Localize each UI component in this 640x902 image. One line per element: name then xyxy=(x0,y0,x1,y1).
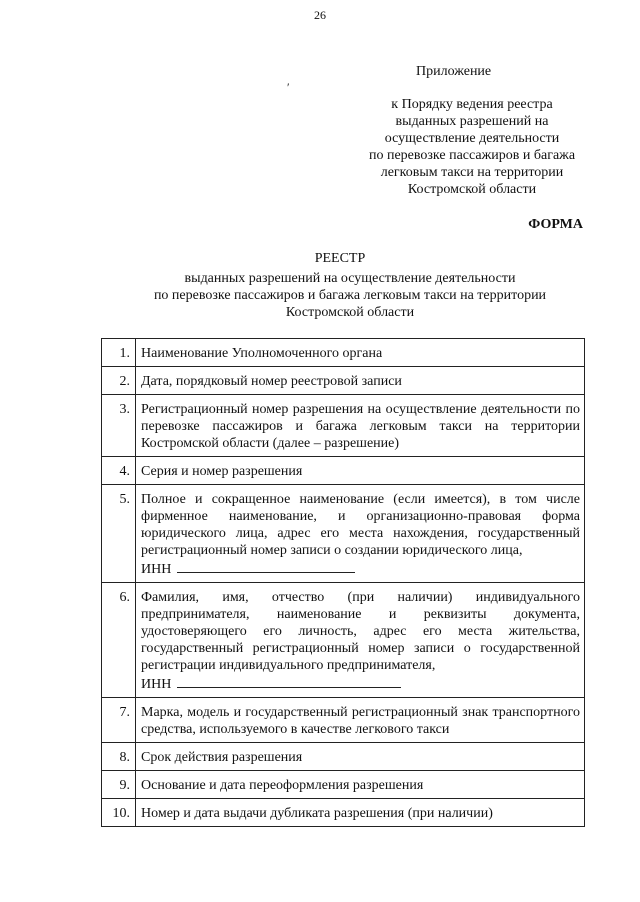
document-subtitle xyxy=(120,270,580,321)
table-row xyxy=(102,698,585,743)
subtitle-line: Костромской области xyxy=(285,305,415,320)
appendix-title: Приложение xyxy=(416,64,492,79)
row-number: 5. xyxy=(102,485,136,583)
page-number: 26 xyxy=(314,8,326,22)
appendix-line: легковым такси на территории xyxy=(380,165,564,180)
row-number: 10. xyxy=(102,799,136,827)
row-cell xyxy=(136,485,585,583)
row-text: Регистрационный номер разрешения на осуществление деятельности по перевозке пассажиров и багажа легковым такси на территории Костромской области (далее – разрешение) xyxy=(136,395,585,457)
inn-label: ИНН xyxy=(141,677,172,692)
row-text: Наименование Уполномоченного органа xyxy=(136,339,585,367)
subtitle-line: выданных разрешений на осуществление деятельности xyxy=(184,271,516,286)
registry-table xyxy=(101,338,585,827)
appendix-line: выданных разрешений на xyxy=(395,114,549,129)
form-label: ФОРМА xyxy=(528,217,583,232)
subtitle-line: по перевозке пассажиров и багажа легковым такси на территории xyxy=(153,288,547,303)
row-text: Номер и дата выдачи дубликата разрешения (при наличии) xyxy=(136,799,585,827)
table-row xyxy=(102,485,585,583)
stray-mark: ′ xyxy=(287,80,290,94)
row-text: Серия и номер разрешения xyxy=(136,457,585,485)
table-row xyxy=(102,743,585,771)
row-text: Срок действия разрешения xyxy=(136,743,585,771)
row-cell xyxy=(136,583,585,698)
inn-blank-line xyxy=(177,559,355,573)
row-number: 7. xyxy=(102,698,136,743)
table-row xyxy=(102,583,585,698)
appendix-line: осуществление деятельности xyxy=(384,131,560,146)
appendix-reference xyxy=(356,96,588,198)
row-number: 2. xyxy=(102,367,136,395)
row-number: 6. xyxy=(102,583,136,698)
appendix-line: Костромской области xyxy=(407,182,537,197)
row-text: Основание и дата переоформления разрешения xyxy=(136,771,585,799)
row-number: 3. xyxy=(102,395,136,457)
appendix-line: по перевозке пассажиров и багажа xyxy=(368,148,576,163)
row-number: 8. xyxy=(102,743,136,771)
row-number: 1. xyxy=(102,339,136,367)
row-text: Дата, порядковый номер реестровой записи xyxy=(136,367,585,395)
table-row xyxy=(102,799,585,827)
appendix-line: к Порядку ведения реестра xyxy=(391,97,553,112)
table-row xyxy=(102,395,585,457)
table-row xyxy=(102,771,585,799)
table-row xyxy=(102,457,585,485)
row-number: 4. xyxy=(102,457,136,485)
row-number: 9. xyxy=(102,771,136,799)
row-text: Полное и сокращенное наименование (если имеется), в том числе фирменное наименование, и организационно-правовая форма юридического лица, адрес его места нахождения, государственный регистрационный номер записи о создании юридического лица, xyxy=(141,492,580,558)
inn-blank-line xyxy=(177,674,401,688)
row-text: Марка, модель и государственный регистрационный знак транспортного средства, используемого в качестве легкового такси xyxy=(136,698,585,743)
document-title: РЕЕСТР xyxy=(314,251,366,266)
inn-label: ИНН xyxy=(141,562,172,577)
table-row xyxy=(102,339,585,367)
row-text: Фамилия, имя, отчество (при наличии) индивидуального предпринимателя, наименование и реквизиты документа, удостоверяющего его личность, адрес его места жительства, государственный регистрационный номер записи о государственной регистрации индивидуального предпринимателя, xyxy=(141,590,580,673)
table-row xyxy=(102,367,585,395)
